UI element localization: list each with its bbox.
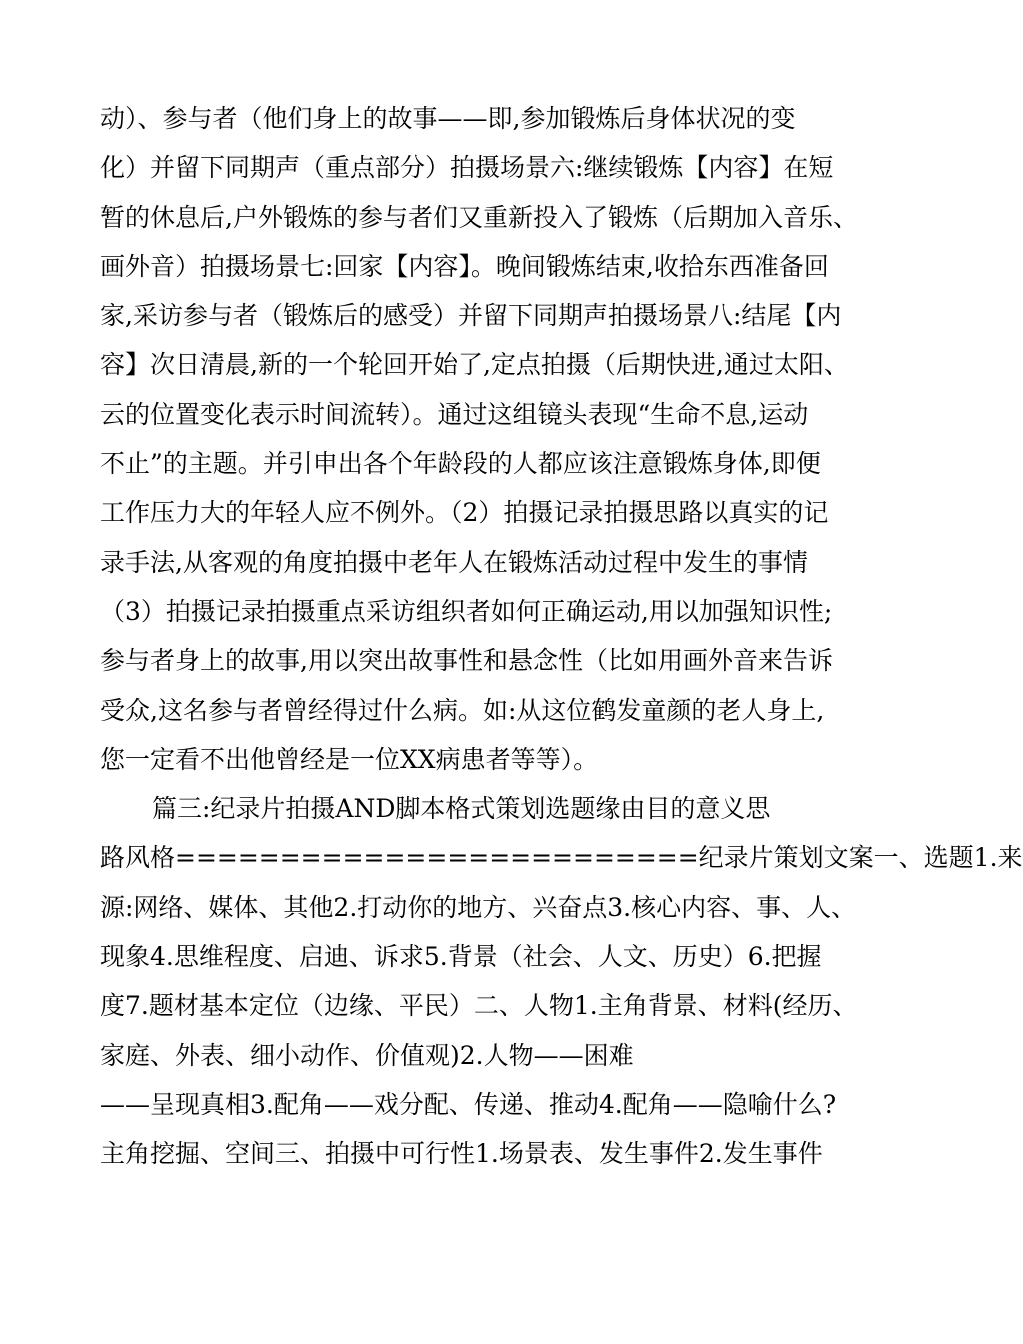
text-line: 受众,这名参与者曾经得过什么病。如:从这位鹤发童颜的老人身上, [100,695,825,725]
section-heading-line: 篇三:纪录片拍摄AND脚本格式策划选题缘由目的意义思 [152,794,771,824]
text-line: 路风格=========================纪录片策划文案一、选题1.来 [100,843,1023,873]
text-line: 主角挖掘、空间三、拍摄中可行性1.场景表、发生事件2.发生事件 [100,1139,823,1169]
text-line: 不止”的主题。并引申出各个年龄段的人都应该注意锻炼身体,即便 [100,449,821,479]
text-line: 云的位置变化表示时间流转）。通过这组镜头表现“生命不息,运动 [100,399,809,429]
text-line: 化）并留下同期声（重点部分）拍摄场景六:继续锻炼【内容】在短 [100,153,834,183]
text-line: 家,采访参与者（锻炼后的感受）并留下同期声拍摄场景八:结尾【内 [100,301,842,331]
text-line: 您一定看不出他曾经是一位XX病患者等等）。 [100,744,599,774]
text-line: 容】次日清晨,新的一个轮回开始了,定点拍摄（后期快进,通过太阳、 [100,350,849,380]
text-line: 动）、参与者（他们身上的故事——即,参加锻炼后身体状况的变 [100,104,796,133]
text-line: ——呈现真相3.配角——戏分配、传递、推动4.配角——隐喻什么? [100,1089,837,1119]
text-line: 画外音）拍摄场景七:回家【内容】。晚间锻炼结束,收拾东西准备回 [100,251,829,281]
text-line: 度7.题材基本定位（边缘、平民）二、人物1.主角背景、材料(经历、 [100,991,858,1021]
text-line: （3）拍摄记录拍摄重点采访组织者如何正确运动,用以加强知识性; [100,596,833,626]
text-line: 现象4.思维程度、启迪、诉求5.背景（社会、人文、历史）6.把握 [100,942,822,972]
text-line: 源:网络、媒体、其他2.打动你的地方、兴奋点3.核心内容、事、人、 [100,892,857,922]
text-line: 参与者身上的故事,用以突出故事性和悬念性（比如用画外音来告诉 [100,646,833,676]
text-line: 录手法,从客观的角度拍摄中老年人在锻炼活动过程中发生的事情 [100,547,808,577]
text-line: 工作压力大的年轻人应不例外。（2）拍摄记录拍摄思路以真实的记 [100,498,829,528]
text-line: 家庭、外表、细小动作、价值观)2.人物——困难 [100,1040,634,1070]
body-text [100,94,1023,1179]
text-line: 暂的休息后,户外锻炼的参与者们又重新投入了锻炼（后期加入音乐、 [100,202,858,232]
